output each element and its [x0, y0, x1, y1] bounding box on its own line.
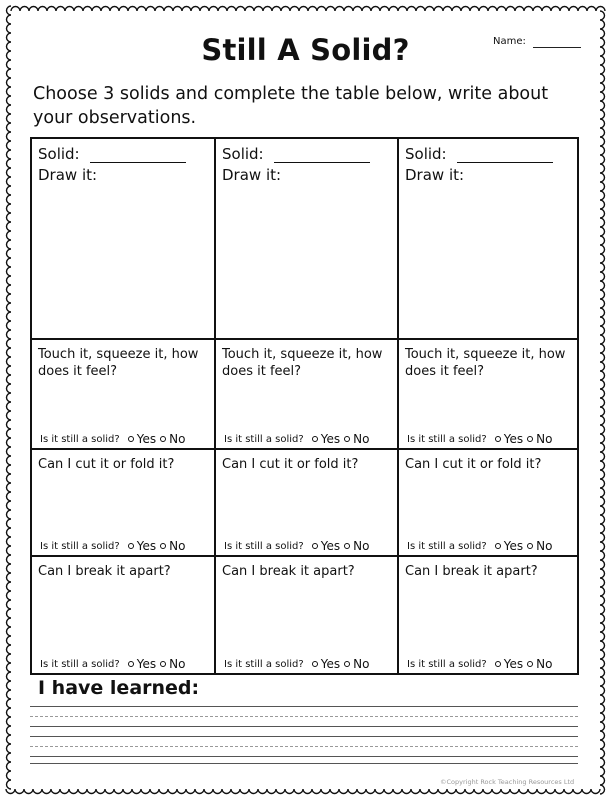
no-label: No [353, 432, 370, 446]
radio-circle-icon [160, 436, 166, 442]
still-solid-question [407, 432, 552, 446]
name-field[interactable] [533, 47, 581, 48]
radio-circle-icon [160, 661, 166, 667]
yes-label: Yes [503, 539, 524, 553]
name-label: Name: [493, 36, 526, 47]
still-solid-question [224, 432, 369, 446]
solid-label: Solid: [222, 145, 264, 163]
yes-label: Yes [136, 657, 157, 671]
radio-circle-icon [344, 661, 350, 667]
writing-line [30, 763, 578, 764]
solid-name-field[interactable] [90, 148, 186, 163]
still-solid-question [224, 539, 369, 553]
yes-option[interactable] [128, 539, 156, 553]
copyright-note: ©Copyright Rock Teaching Resources Ltd [440, 778, 575, 786]
break-prompt: Can I break it apart? [405, 564, 538, 579]
writing-line [30, 756, 578, 757]
writing-line [30, 736, 578, 737]
cut-prompt: Can I cut it or fold it? [405, 457, 542, 472]
radio-circle-icon [128, 661, 134, 667]
question-text: Is it still a solid? [40, 658, 120, 670]
no-label: No [169, 657, 186, 671]
yes-option[interactable] [495, 657, 523, 671]
radio-circle-icon [527, 543, 533, 549]
touch-prompt: Touch it, squeeze it, how does it feel? [405, 347, 566, 379]
radio-circle-icon [495, 436, 501, 442]
no-option[interactable] [160, 657, 185, 671]
yes-option[interactable] [495, 539, 523, 553]
draw-cell-1[interactable] [32, 139, 216, 340]
still-solid-question [40, 432, 185, 446]
radio-circle-icon [527, 661, 533, 667]
writing-line [30, 706, 578, 707]
yes-label: Yes [503, 432, 524, 446]
cut-cell-3 [399, 450, 577, 557]
still-solid-question [224, 657, 369, 671]
draw-label: Draw it: [222, 166, 282, 184]
solid-label: Solid: [405, 145, 447, 163]
no-option[interactable] [160, 432, 185, 446]
question-text: Is it still a solid? [224, 540, 304, 552]
solid-label: Solid: [38, 145, 80, 163]
writing-line [30, 726, 578, 727]
question-text: Is it still a solid? [407, 658, 487, 670]
no-label: No [353, 539, 370, 553]
break-prompt: Can I break it apart? [222, 564, 355, 579]
yes-label: Yes [136, 432, 157, 446]
cut-cell-2 [216, 450, 399, 557]
radio-circle-icon [128, 543, 134, 549]
no-label: No [353, 657, 370, 671]
draw-cell-3[interactable] [399, 139, 577, 340]
yes-option[interactable] [128, 432, 156, 446]
no-label: No [536, 657, 553, 671]
no-option[interactable] [344, 657, 369, 671]
radio-circle-icon [160, 543, 166, 549]
cut-cell-1 [32, 450, 216, 557]
yes-option[interactable] [312, 432, 340, 446]
radio-circle-icon [344, 436, 350, 442]
radio-circle-icon [312, 543, 318, 549]
yes-option[interactable] [495, 432, 523, 446]
instructions: Choose 3 solids and complete the table below, write about your observations. [33, 84, 549, 128]
radio-circle-icon [312, 436, 318, 442]
touch-prompt: Touch it, squeeze it, how does it feel? [38, 347, 199, 379]
yes-option[interactable] [312, 539, 340, 553]
still-solid-question [407, 657, 552, 671]
still-solid-question [40, 657, 185, 671]
yes-label: Yes [136, 539, 157, 553]
learned-heading: I have learned: [38, 677, 200, 699]
writing-guide-line [30, 716, 578, 717]
touch-prompt: Touch it, squeeze it, how does it feel? [222, 347, 383, 379]
page-title: Still A Solid? [201, 33, 410, 67]
yes-option[interactable] [312, 657, 340, 671]
observation-table [30, 137, 579, 675]
cut-prompt: Can I cut it or fold it? [38, 457, 175, 472]
touch-cell-1 [32, 340, 216, 450]
question-text: Is it still a solid? [224, 433, 304, 445]
touch-cell-2 [216, 340, 399, 450]
break-prompt: Can I break it apart? [38, 564, 171, 579]
yes-label: Yes [320, 432, 341, 446]
no-label: No [536, 539, 553, 553]
question-text: Is it still a solid? [224, 658, 304, 670]
no-option[interactable] [527, 432, 552, 446]
draw-label: Draw it: [38, 166, 98, 184]
question-text: Is it still a solid? [40, 433, 120, 445]
question-text: Is it still a solid? [407, 540, 487, 552]
no-option[interactable] [527, 539, 552, 553]
radio-circle-icon [495, 661, 501, 667]
yes-label: Yes [320, 657, 341, 671]
break-cell-3 [399, 557, 577, 673]
no-label: No [536, 432, 553, 446]
solid-name-field[interactable] [457, 148, 553, 163]
draw-label: Draw it: [405, 166, 465, 184]
radio-circle-icon [495, 543, 501, 549]
still-solid-question [407, 539, 552, 553]
break-cell-1 [32, 557, 216, 673]
break-cell-2 [216, 557, 399, 673]
question-text: Is it still a solid? [40, 540, 120, 552]
yes-label: Yes [503, 657, 524, 671]
still-solid-question [40, 539, 185, 553]
cut-prompt: Can I cut it or fold it? [222, 457, 359, 472]
no-label: No [169, 432, 186, 446]
draw-cell-2[interactable] [216, 139, 399, 340]
writing-guide-line [30, 746, 578, 747]
radio-circle-icon [128, 436, 134, 442]
question-text: Is it still a solid? [407, 433, 487, 445]
no-option[interactable] [344, 432, 369, 446]
radio-circle-icon [312, 661, 318, 667]
yes-option[interactable] [128, 657, 156, 671]
radio-circle-icon [527, 436, 533, 442]
no-option[interactable] [527, 657, 552, 671]
no-option[interactable] [344, 539, 369, 553]
solid-name-field[interactable] [274, 148, 370, 163]
no-option[interactable] [160, 539, 185, 553]
yes-label: Yes [320, 539, 341, 553]
touch-cell-3 [399, 340, 577, 450]
radio-circle-icon [344, 543, 350, 549]
no-label: No [169, 539, 186, 553]
